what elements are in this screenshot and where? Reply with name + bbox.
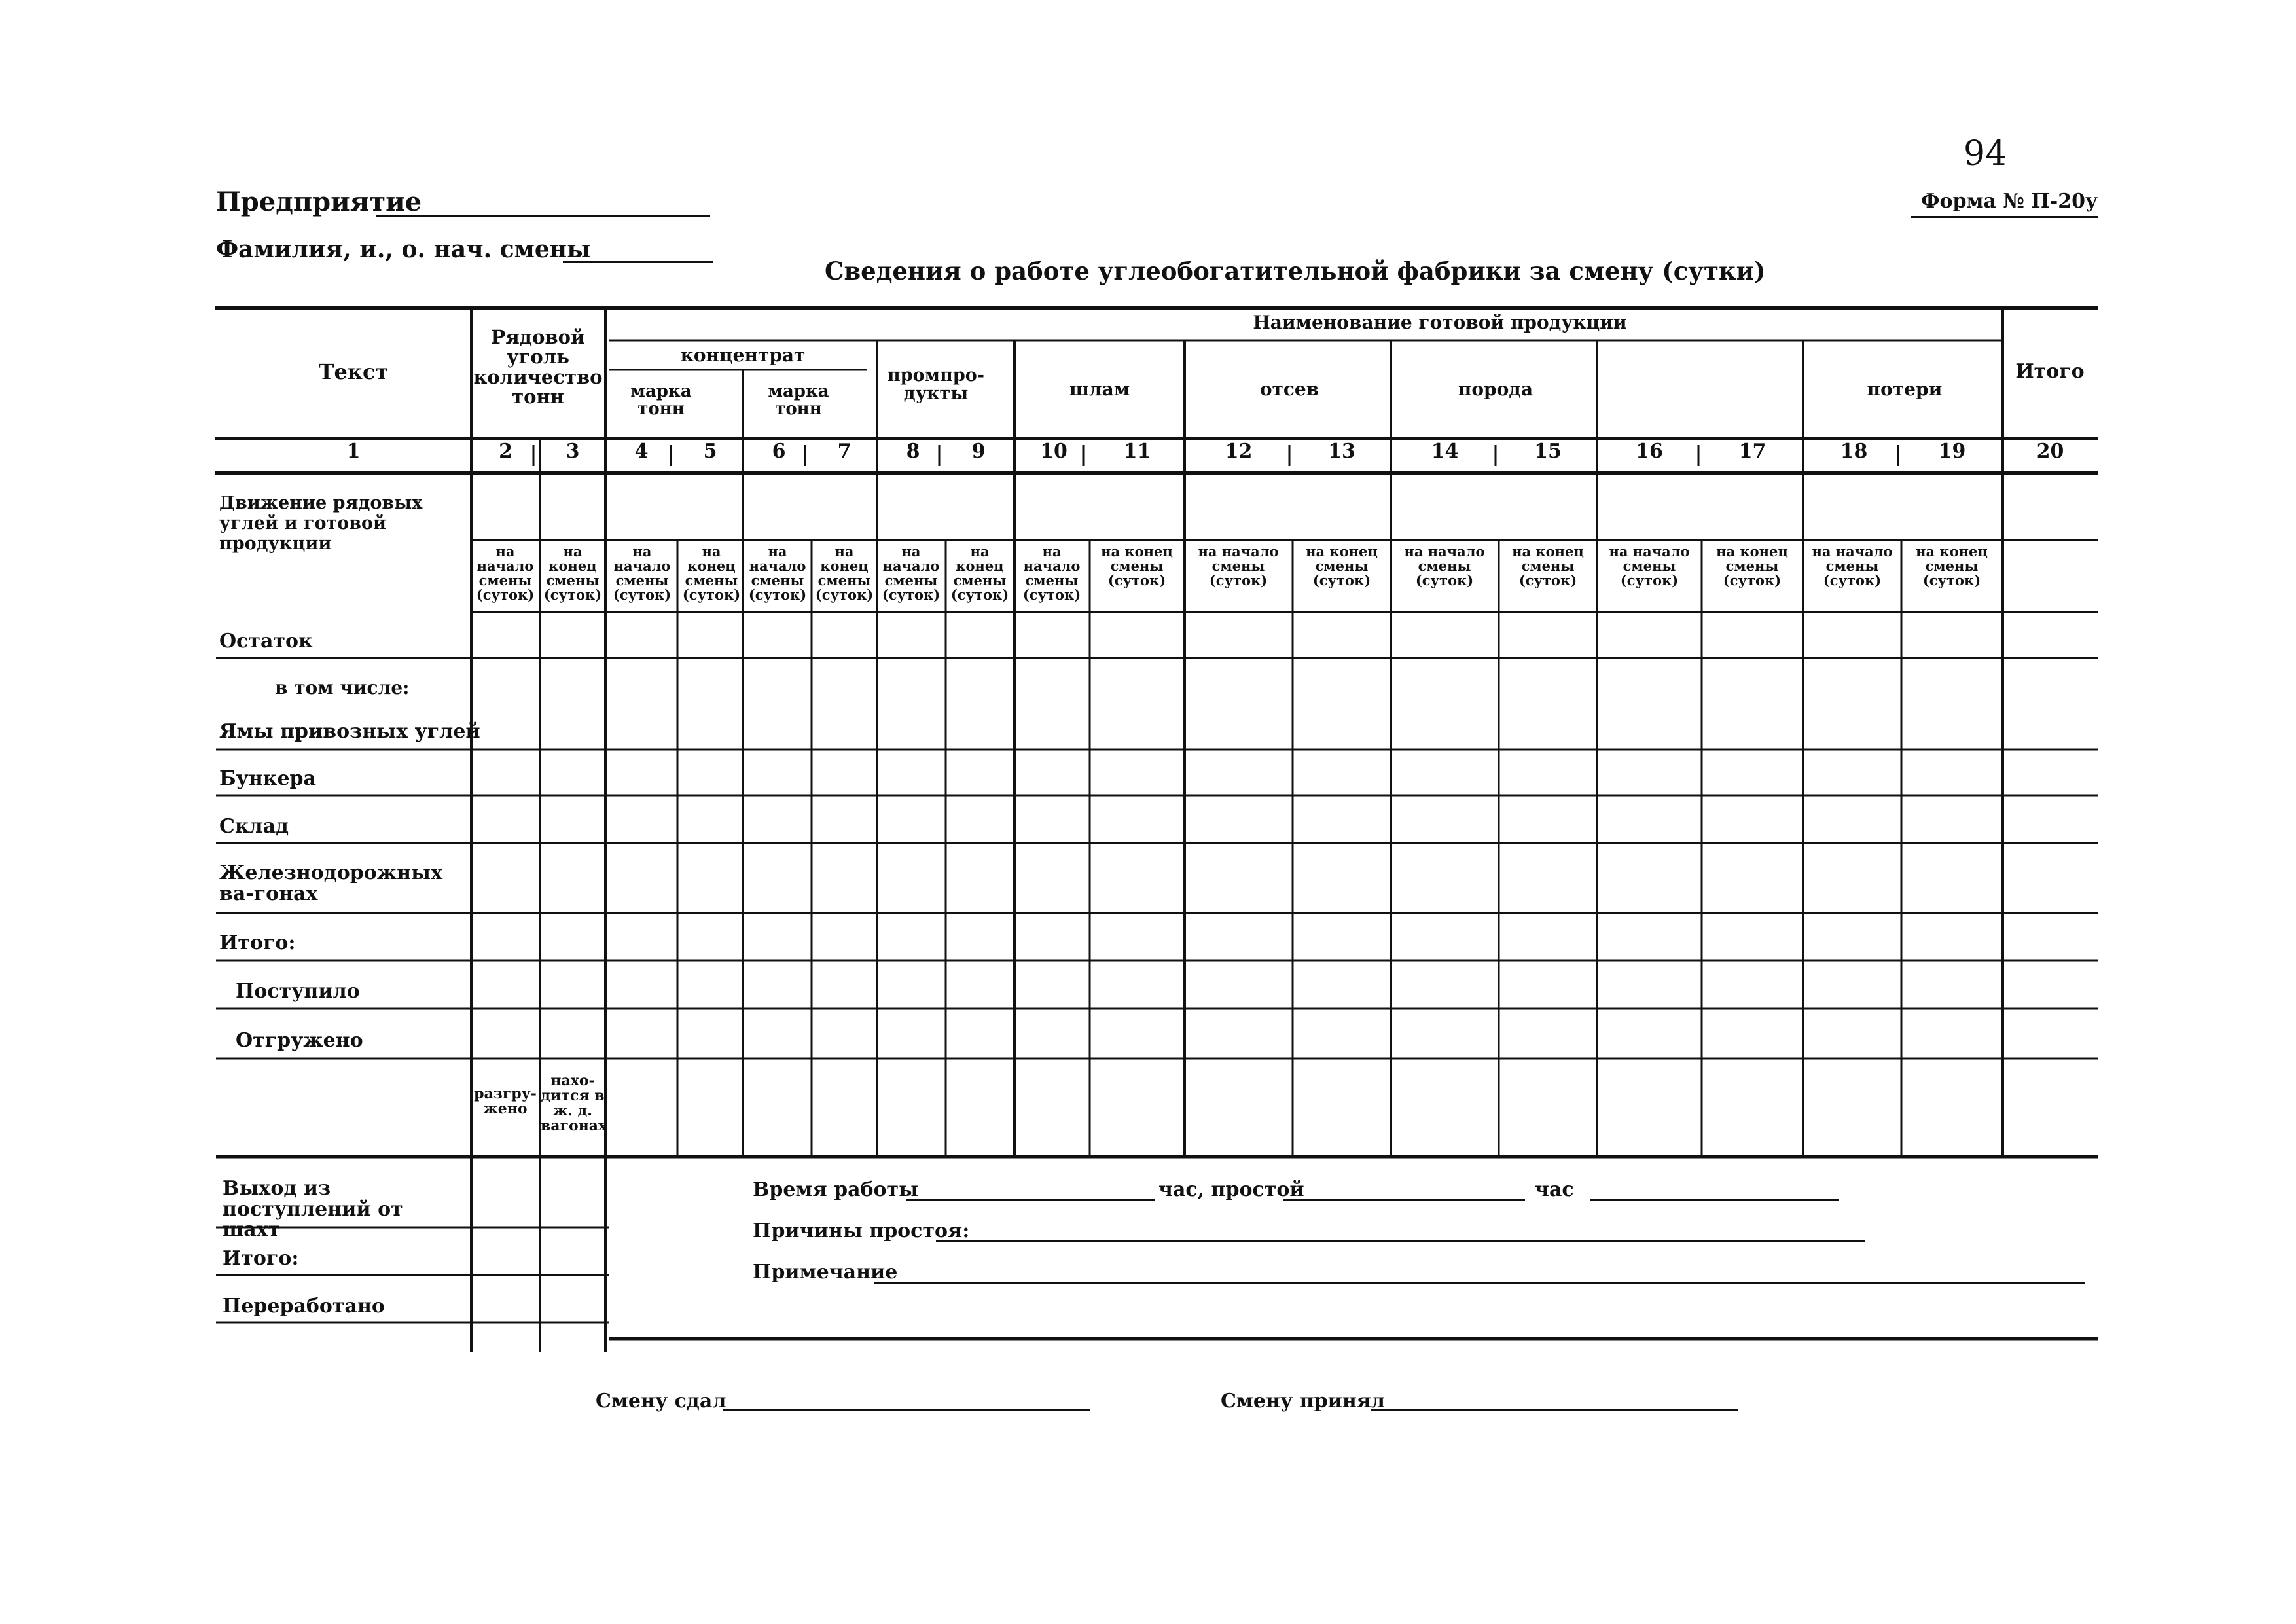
start-of-shift-label: на начало смены (суток)	[476, 543, 535, 604]
start-of-shift-label: на начало смены (суток)	[748, 543, 807, 604]
col-number: 13	[1328, 440, 1355, 463]
work-time-label: Время работы	[753, 1178, 919, 1201]
col-number: 2	[499, 440, 512, 463]
row-label-warehouse: Склад	[219, 815, 289, 838]
remark-label: Примечание	[753, 1261, 898, 1284]
idle-reasons-field[interactable]	[936, 1240, 1865, 1242]
enterprise-label: Предприятие	[216, 187, 422, 217]
remark-field[interactable]	[874, 1282, 2085, 1284]
idle-hours-label: час, простой	[1158, 1178, 1304, 1201]
col-number: 16	[1636, 440, 1663, 463]
col-number: 4	[634, 440, 649, 463]
end-of-shift-label: на конец смены (суток)	[1916, 543, 1988, 589]
hours-label: час	[1535, 1178, 1574, 1201]
col-number: 3	[565, 440, 580, 463]
column-header-concentrate: концентрат	[680, 344, 806, 366]
column-header-text: Текст	[318, 359, 389, 384]
start-of-shift-label: на начало смены (суток)	[1812, 543, 1893, 589]
col-number: 10	[1040, 440, 1067, 463]
idle-time-field[interactable]	[1283, 1199, 1525, 1201]
end-of-shift-label: на конец смены (суток)	[1512, 543, 1584, 589]
col-number: 18	[1840, 440, 1868, 463]
row-label-wagons: Железнодорожных ва-гонах	[219, 861, 443, 905]
row-label-pits: Ямы привозных углей	[219, 720, 480, 743]
start-of-shift-label: на начало смены (суток)	[1609, 543, 1690, 589]
end-of-shift-label: на конец смены (суток)	[950, 543, 1009, 604]
column-header-screenings: отсев	[1259, 378, 1319, 400]
col-number: 17	[1738, 440, 1767, 463]
row-label-bunkers: Бункера	[219, 767, 316, 790]
col-number: 11	[1123, 440, 1151, 463]
start-of-shift-label: на начало смены (суток)	[1022, 543, 1081, 604]
col-number: 20	[2036, 440, 2064, 463]
start-of-shift-label: на начало смены (суток)	[1404, 543, 1485, 589]
idle-reasons-label: Причины простоя:	[753, 1219, 970, 1242]
start-of-shift-label: на начало смены (суток)	[613, 543, 672, 604]
chief-label: Фамилия, и., о. нач. смены	[216, 236, 591, 263]
col-number: 15	[1534, 440, 1562, 463]
column-header-total: Итого	[2015, 360, 2085, 383]
row-label-processed: Переработано	[223, 1295, 385, 1318]
row-label-total-2: Итого:	[223, 1247, 299, 1270]
column-header-products: Наименование готовой продукции	[1253, 312, 1627, 333]
column-header-rock: порода	[1458, 378, 1534, 400]
end-of-shift-label: на конец смены (суток)	[1101, 543, 1173, 589]
row-label-including: в том числе:	[275, 677, 410, 698]
col-number: 12	[1225, 440, 1253, 463]
end-of-shift-label: на конец смены (суток)	[543, 543, 602, 604]
col-number: 6	[772, 440, 786, 463]
row-label-movement: Движение рядовых углей и готовой продукции	[219, 493, 423, 554]
shift-accepted-signature[interactable]	[1371, 1409, 1738, 1411]
col-number: 5	[703, 440, 717, 463]
start-of-shift-label: на начало смены (суток)	[1198, 543, 1279, 589]
in-wagons-label: нахо-дится в ж. д. вагонах	[541, 1072, 607, 1135]
shift-accepted-label: Смену принял	[1221, 1390, 1386, 1413]
form-number: Форма № П-20у	[1921, 190, 2098, 213]
col-number: 8	[906, 440, 920, 463]
end-of-shift-label: на конец смены (суток)	[1306, 543, 1378, 589]
page-title: Сведения о работе углеобогатительной фабрики за смену (сутки)	[825, 257, 1766, 285]
row-label-received: Поступило	[236, 980, 360, 1003]
column-header-sludge: шлам	[1069, 378, 1130, 400]
column-header-raw-coal: Рядовой уголь количество тонн	[473, 326, 603, 408]
col-number: 9	[971, 440, 986, 463]
col-number: 1	[346, 440, 361, 463]
col-number: 19	[1938, 440, 1966, 463]
hours-extra-field[interactable]	[1590, 1199, 1839, 1201]
column-header-grade-1: марка тонн	[630, 382, 692, 420]
row-label-remainder: Остаток	[219, 630, 313, 653]
work-time-field[interactable]	[906, 1199, 1155, 1201]
shift-handed-signature[interactable]	[723, 1409, 1090, 1411]
column-header-losses: потери	[1867, 378, 1943, 400]
col-number: 7	[837, 440, 852, 463]
end-of-shift-label: на конец смены (суток)	[682, 543, 741, 604]
page-number: 94	[1964, 134, 2007, 173]
unloaded-label: разгру-жено	[474, 1085, 537, 1118]
row-label-yield: Выход из поступлений от шахт	[223, 1177, 403, 1241]
row-label-total: Итого:	[219, 931, 296, 954]
shift-handed-label: Смену сдал	[596, 1390, 726, 1413]
column-header-middlings: промпро-дукты	[888, 365, 984, 405]
start-of-shift-label: на начало смены (суток)	[882, 543, 941, 604]
col-number: 14	[1431, 440, 1459, 463]
end-of-shift-label: на конец смены (суток)	[815, 543, 874, 604]
end-of-shift-label: на конец смены (суток)	[1716, 543, 1788, 589]
column-header-grade-2: марка тонн	[768, 382, 829, 420]
row-label-shipped: Отгружено	[236, 1029, 363, 1052]
